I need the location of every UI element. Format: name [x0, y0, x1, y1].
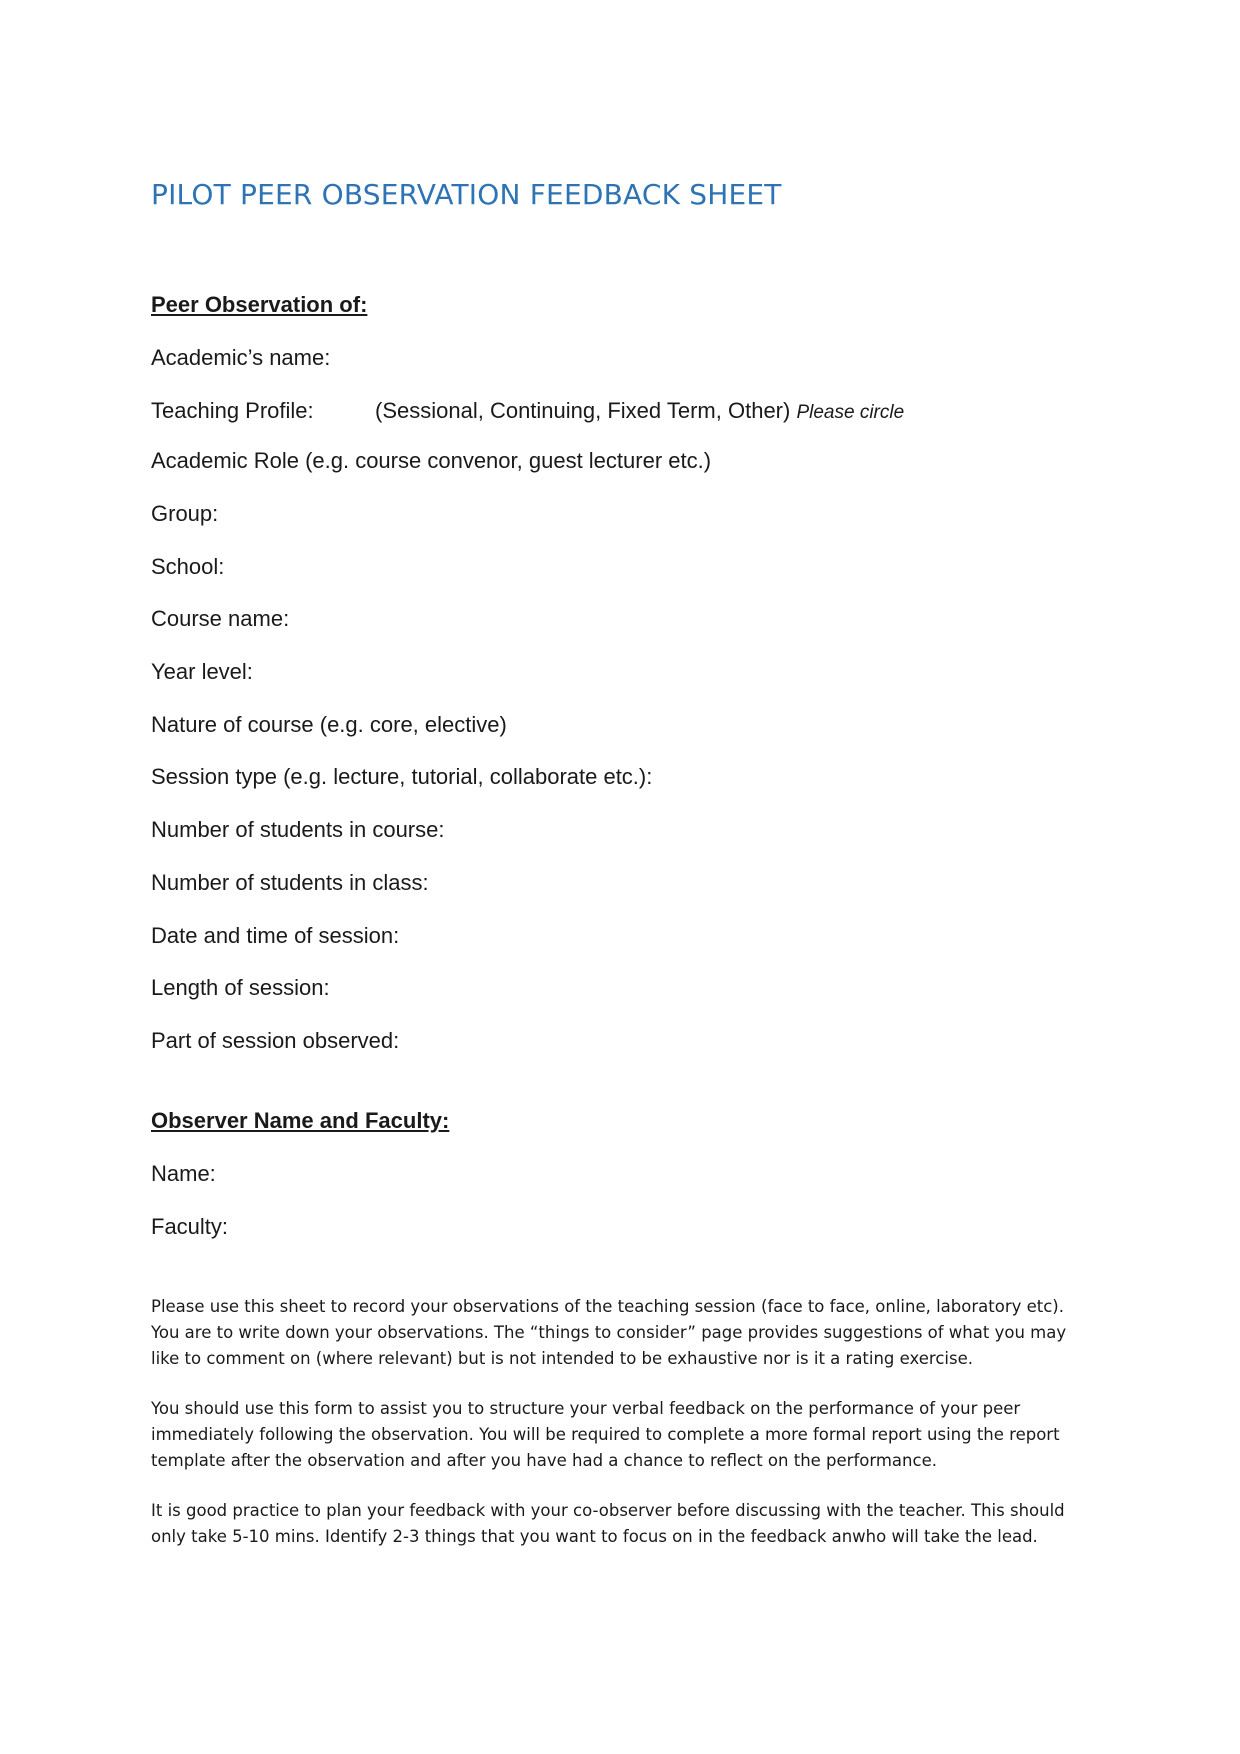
paragraph-line: template after the observation and after you have had a chance to reflect on the performance.: [151, 1451, 937, 1470]
teaching-profile-row: [151, 398, 905, 424]
nature-of-course-label: Nature of course (e.g. core, elective): [151, 712, 507, 737]
teaching-profile-label: Teaching Profile:: [151, 398, 314, 423]
students-in-course-label: Number of students in course:: [151, 817, 445, 842]
teaching-profile-options-group: [375, 398, 904, 424]
observer-name-label: Name:: [151, 1161, 216, 1186]
paragraph-line: like to comment on (where relevant) but is not intended to be exhaustive nor is it a rating exercise.: [151, 1349, 973, 1368]
paragraph-line: You should use this form to assist you to structure your verbal feedback on the performance of your peer: [151, 1399, 1021, 1418]
please-circle-note: Please circle: [796, 402, 905, 423]
instructions-paragraph-2: [151, 1396, 1111, 1474]
course-name-label: Course name:: [151, 606, 290, 631]
observer-faculty-label: Faculty:: [151, 1214, 229, 1239]
year-level-label: Year level:: [151, 659, 253, 684]
paragraph-line: Please use this sheet to record your observations of the teaching session (face to face, online, laboratory etc).: [151, 1297, 1064, 1316]
paragraph-line: It is good practice to plan your feedback with your co-observer before discussing with the teacher. This should: [151, 1501, 1065, 1520]
school-label: School:: [151, 554, 225, 579]
paragraph-line: only take 5-10 mins. Identify 2-3 things that you want to focus on in the feedback anwho will take the lead.: [151, 1527, 1038, 1546]
instructions-paragraph-1: [151, 1294, 1111, 1372]
peer-observation-heading: Peer Observation of:: [151, 292, 368, 317]
part-observed-label: Part of session observed:: [151, 1028, 400, 1053]
instructions-paragraph-3: [151, 1498, 1111, 1550]
session-type-label: Session type (e.g. lecture, tutorial, collaborate etc.):: [151, 764, 653, 789]
academic-role-label: Academic Role (e.g. course convenor, guest lecturer etc.): [151, 448, 712, 473]
academic-name-label: Academic’s name:: [151, 345, 331, 370]
length-of-session-label: Length of session:: [151, 975, 330, 1000]
paragraph-line: immediately following the observation. You will be required to complete a more formal report using the report: [151, 1425, 1060, 1444]
page-title: PILOT PEER OBSERVATION FEEDBACK SHEET: [151, 178, 782, 211]
paragraph-line: You are to write down your observations. The “things to consider” page provides suggestions of what you may: [151, 1323, 1067, 1342]
observer-heading: Observer Name and Faculty:: [151, 1108, 450, 1133]
date-time-label: Date and time of session:: [151, 923, 400, 948]
teaching-profile-options: (Sessional, Continuing, Fixed Term, Other): [375, 398, 791, 423]
students-in-class-label: Number of students in class:: [151, 870, 429, 895]
group-label: Group:: [151, 501, 219, 526]
